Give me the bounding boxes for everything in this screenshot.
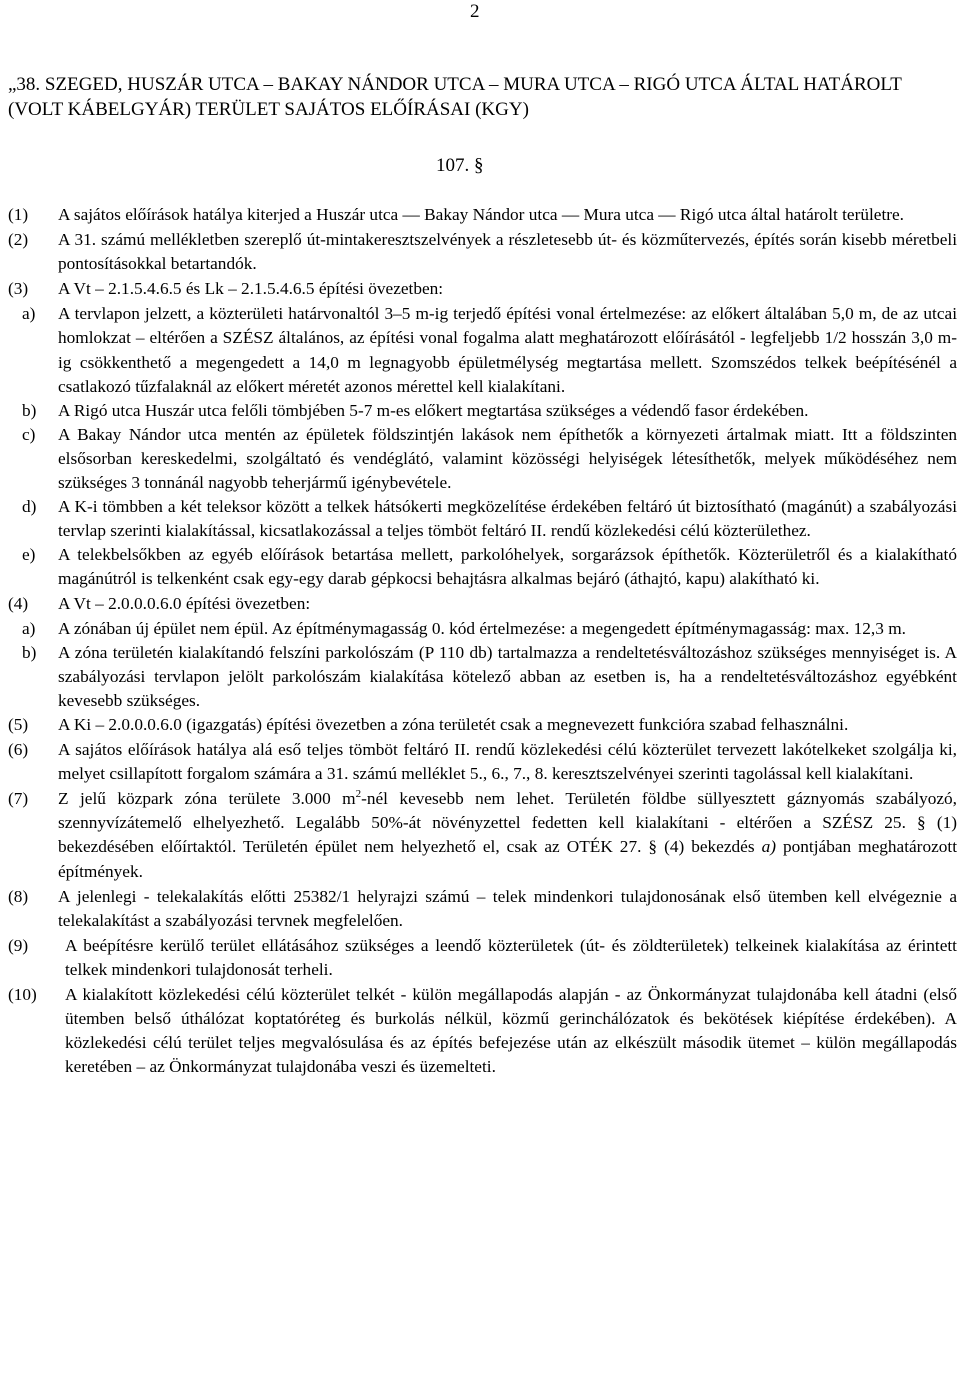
subparagraph-4b (22, 641, 957, 713)
paragraph-number: (1) (8, 205, 29, 224)
subparagraph-letter: a) (22, 304, 36, 324)
subparagraph-3b (22, 399, 957, 423)
subparagraph-4a (22, 617, 957, 641)
paragraph-number: (5) (8, 714, 29, 734)
paragraph-text: A jelenlegi - telekalakítás előtti 25382/1 helyrajzi számú – telek mindenkori tulajdonosának első ütemben kell elvégeznie a telekalakítást a szabályozási tervnek megfelelően. (58, 886, 957, 930)
subparagraph-letter: e) (22, 545, 36, 565)
subparagraph-3e (22, 543, 957, 591)
paragraph-10 (8, 983, 957, 1079)
page-number: 2 (470, 1, 480, 22)
paragraph-text: A Ki – 2.0.0.0.6.0 (igazgatás) építési övezetben a zóna területét csak a megnevezett funkcióra szabad felhasználni. (58, 714, 849, 734)
subparagraph-3a (22, 302, 957, 398)
paragraph-number: (6) (8, 740, 29, 760)
paragraph-number: (7) (8, 789, 29, 809)
text-segment: pontjában meghatározott építmények. (58, 837, 957, 881)
subparagraph-text: A telekbelsőkben az egyéb előírások betartása mellett, parkolóhelyek, sorgarázsok építhetők. Közterületről és a kialakítható magánútról is telkenként csak egy-egy darab gépkocsi behajtásra alkalmas bejáró (áthajtó, kapu) alakítható ki. (58, 545, 957, 589)
paragraph-text: A sajátos előírások hatálya kiterjed a Huszár utca — Bakay Nándor utca — Mura utca — Rigó utca által határolt területre. (58, 205, 904, 224)
paragraph-9 (8, 934, 957, 982)
paragraph-number: (4) (8, 593, 29, 613)
paragraph-1 (8, 203, 957, 227)
paragraph-number: (9) (8, 935, 29, 955)
paragraph-6 (8, 738, 957, 786)
text-segment: -nél kevesebb nem lehet. Területén földbe süllyesztett gáznyomás szabályozó, szennyvízátemelő elhelyezhető. Legalább 50%-át növényzettel fedetten kell kialakítani - eltérően a SZÉSZ 25. § (1) bekezdésében előírtaktól. Területén épület nem helyezhető el, csak az OTÉK 27. § (4) bekezdés (58, 789, 957, 857)
paragraph-7 (8, 787, 957, 883)
text-segment: Z jelű közpark zóna területe 3.000 m (58, 789, 356, 809)
italic-reference: a) (761, 837, 776, 857)
subparagraph-text: A zónában új épület nem épül. Az építménymagasság 0. kód értelmezése: a megengedett építménymagasság: max. 12,3 m. (58, 618, 906, 638)
paragraph-text: A sajátos előírások hatálya alá eső teljes tömböt feltáró II. rendű közlekedési célú közterület tervezett lakótelkeket szolgálja ki, melyet csillapított forgalom számára a 31. számú melléklet 5., 6., 7., 8. keresztszelvényei szerinti tagolással kell kialakítani. (58, 740, 957, 784)
paragraph-3 (8, 277, 957, 301)
subparagraph-letter: b) (22, 642, 37, 662)
section-number: 107. § (436, 155, 484, 176)
subparagraph-text: A K-i tömbben a két teleksor között a telkek hátsókerti megközelítése érdekében feltáró út biztosítható (magánút) a szabályozási tervlap szerinti kialakítással, kicsatlakozással a teljes tömböt feltáró II. rendű közlekedési célú közterülethez. (58, 497, 957, 541)
paragraph-number: (10) (8, 985, 37, 1004)
paragraph-text: A Vt – 2.1.5.4.6.5 és Lk – 2.1.5.4.6.5 építési övezetben: (58, 279, 444, 299)
superscript: 2 (355, 788, 362, 801)
paragraph-text (58, 787, 957, 883)
subparagraph-text: A tervlapon jelzett, a közterületi határvonaltól 3–5 m-ig terjedő építési vonal értelmezése: az előkert általában 5,0 m, de az utcai homlokzat – eltérően a SZÉSZ általános, az építési vonal fogalma alatt meghatározott előírásától - legfeljebb 1/2 hosszán 3,0 m-ig csökkenthető a megengedett a 14,0 m legnagyobb épületmélység megtartása mellett. Szomszédos telkek beépítésénél a csatlakozó tűzfalaknál az előkert méretét azonos mérettel kell kialakítani. (58, 304, 957, 396)
subparagraph-3d (22, 495, 957, 543)
subparagraph-letter: c) (22, 424, 36, 444)
subparagraph-letter: d) (22, 497, 37, 517)
document-title: „38. SZEGED, HUSZÁR UTCA – BAKAY NÁNDOR UTCA – MURA UTCA – RIGÓ UTCA ÁLTAL HATÁROLT (VOLT KÁBELGYÁR) TERÜLET SAJÁTOS ELŐÍRÁSAI (KGY) (8, 74, 902, 120)
paragraph-number: (3) (8, 279, 29, 299)
paragraph-number: (8) (8, 886, 29, 906)
paragraph-number: (2) (8, 230, 29, 250)
subparagraph-text: A zóna területén kialakítandó felszíni parkolószám (P 110 db) tartalmazza a rendeltetésváltozáshoz szükséges mennyiséget is. A szabályozási tervlapon jelölt parkolószám kialakítása kötelező abban az esetben is, ha a rendeltetésváltozáshoz egyébként kevesebb szükséges. (58, 642, 957, 710)
paragraph-4 (8, 592, 957, 616)
subparagraph-letter: b) (22, 400, 37, 420)
subparagraph-letter: a) (22, 618, 36, 638)
paragraph-2 (8, 228, 957, 276)
subparagraph-3c (22, 423, 957, 495)
paragraph-8 (8, 885, 957, 933)
document-body (8, 203, 957, 1080)
paragraph-5 (8, 713, 957, 737)
paragraph-text: A kialakított közlekedési célú közterület telkét - külön megállapodás alapján - az Önkormányzat tulajdonába kell átadni (első ütemben belső úthálózat koptatóréteg és burkolás nélkül, közmű gerinchálózatok és bekötések kiépítése érdekében). A közlekedési célú terület teljes megvalósulása és az építés befejezése után az elkészült második ütemet – külön megállapodás keretében – az Önkormányzat tulajdonába veszi és üzemelteti. (65, 985, 957, 1077)
subparagraph-text: A Rigó utca Huszár utca felőli tömbjében 5-7 m-es előkert megtartása szükséges a védendő fasor érdekében. (58, 400, 809, 420)
paragraph-text: A beépítésre kerülő terület ellátásához szükséges a leendő közterületek (út- és zöldterületek) telkeinek kialakítása az érintett telkek mindenkori tulajdonosát terheli. (65, 935, 957, 979)
paragraph-text: A 31. számú mellékletben szereplő út-mintakeresztszelvények a részletesebb út- és közműtervezés, építés során kisebb méretbeli pontosításokkal betartandók. (58, 230, 957, 274)
paragraph-text: A Vt – 2.0.0.0.6.0 építési övezetben: (58, 593, 311, 613)
subparagraph-text: A Bakay Nándor utca mentén az épületek földszintjén lakások nem építhetők a környezeti ártalmak miatt. Itt a földszinten elsősorban kereskedelmi, szolgáltató és vendéglátó, valamint közösségi helyiségek létesíthetők, melyek működéséhez nem szükséges 3 tonnánál nagyobb teherjármű igénybevétele. (58, 424, 957, 493)
